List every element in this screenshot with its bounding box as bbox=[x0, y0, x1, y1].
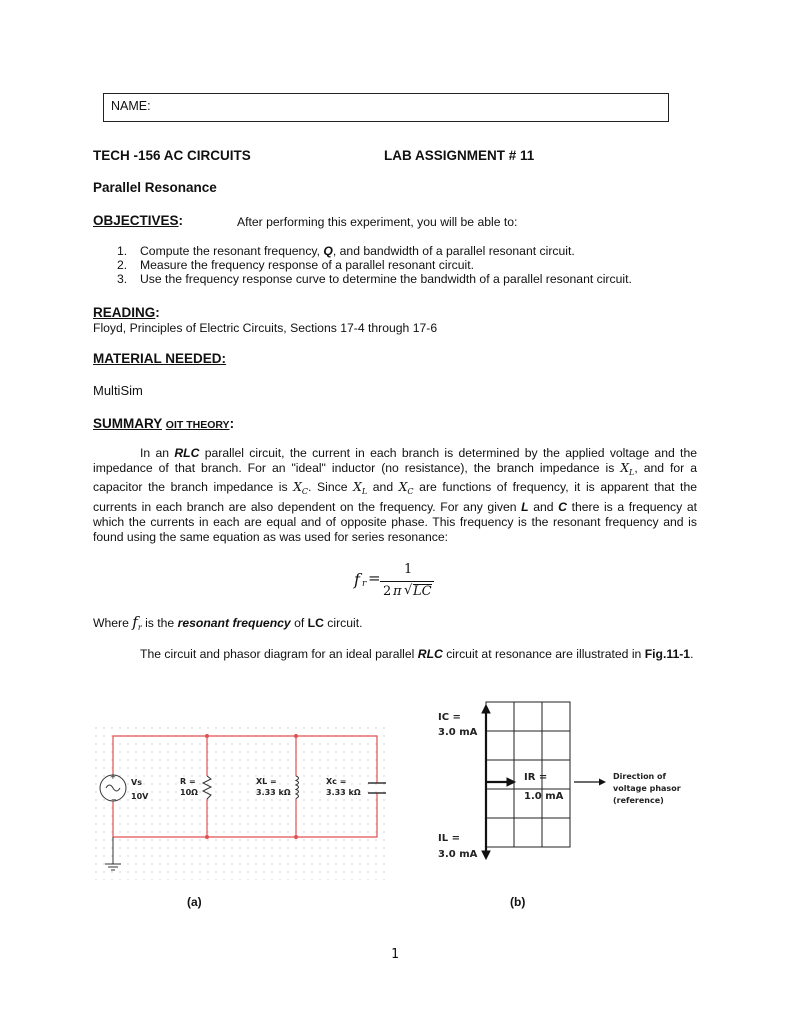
list-item: 2. Measure the frequency response of a parallel resonant circuit. bbox=[117, 258, 474, 272]
r-value: 10Ω bbox=[180, 788, 198, 797]
vs-value: 10V bbox=[131, 792, 149, 801]
grid-background bbox=[94, 726, 386, 880]
name-label: NAME: bbox=[111, 99, 151, 113]
vs-label: Vs bbox=[131, 778, 142, 787]
objectives-list bbox=[117, 244, 717, 286]
material-text: MultiSim bbox=[93, 383, 143, 398]
xl-label: XL = bbox=[256, 777, 277, 786]
circuit-diagram bbox=[94, 726, 386, 880]
il-arrowhead bbox=[482, 851, 490, 859]
page-number: 1 bbox=[391, 947, 399, 962]
ic-label: IC = bbox=[438, 712, 461, 723]
objectives-intro: After performing this experiment, you will be able to: bbox=[237, 215, 518, 229]
svg-text:+: + bbox=[110, 773, 116, 781]
where-line: Where $f_r$ is the resonant frequency of LC circuit. bbox=[93, 613, 363, 632]
material-heading: MATERIAL NEEDED: bbox=[93, 351, 227, 366]
ic-value: 3.0 mA bbox=[438, 727, 478, 738]
list-item: 3. Use the frequency response curve to determine the bandwidth of a parallel resonant circuit. bbox=[117, 272, 632, 286]
il-label: IL = bbox=[438, 833, 460, 844]
r-label: R = bbox=[180, 777, 196, 786]
caption-b: (b) bbox=[510, 895, 526, 909]
reference-arrow-head bbox=[599, 779, 606, 786]
assignment-title: LAB ASSIGNMENT # 11 bbox=[384, 148, 535, 163]
summary-heading: SUMMARY OIT THEORY: bbox=[93, 416, 235, 431]
phasor-diagram bbox=[434, 698, 694, 878]
summary-paragraph: In an RLC parallel circuit, the current in each branch is determined by the applied voltage and the impedance of that branch. For an "ideal" inductor (no resistance), the branch impedance is $X_L$, and for a capacitor the branch impedance is $X_C$. Since $X_L$ and $X_C$ are functions of frequency, it is apparent that the currents in each branch are also dependent on the frequency. For any given L and C there is a frequency at which the currents in each are equal and of opposite phase. This frequency is the resonant frequency and is found using the same equation as was used for series resonance: bbox=[93, 446, 698, 545]
direction-line-2: voltage phasor bbox=[613, 784, 681, 793]
caption-a: (a) bbox=[187, 895, 202, 909]
objectives-heading: OBJECTIVES: bbox=[93, 213, 184, 228]
xc-label: Xc = bbox=[326, 777, 347, 786]
il-value: 3.0 mA bbox=[438, 849, 478, 860]
resonant-frequency-formula: f r = 1 2 π √ LC bbox=[354, 562, 444, 604]
reading-heading: READING: bbox=[93, 305, 160, 320]
xl-value: 3.33 kΩ bbox=[256, 788, 291, 797]
ir-value: 1.0 mA bbox=[524, 791, 564, 802]
figure-paragraph: The circuit and phasor diagram for an ideal parallel RLC circuit at resonance are illustrated in Fig.11-1. bbox=[140, 647, 694, 661]
svg-text:−: − bbox=[111, 796, 117, 804]
ic-arrowhead bbox=[482, 705, 490, 713]
direction-line-3: (reference) bbox=[613, 796, 664, 805]
xc-value: 3.33 kΩ bbox=[326, 788, 361, 797]
course-title: TECH -156 AC CIRCUITS bbox=[93, 148, 251, 163]
name-field[interactable] bbox=[103, 93, 669, 122]
topic-title: Parallel Resonance bbox=[93, 180, 217, 195]
list-item: 1. Compute the resonant frequency, Q, and bandwidth of a parallel resonant circuit. bbox=[117, 244, 575, 258]
direction-line-1: Direction of bbox=[613, 772, 667, 781]
reading-text: Floyd, Principles of Electric Circuits, Sections 17-4 through 17-6 bbox=[93, 321, 438, 335]
ir-label: IR = bbox=[524, 772, 548, 783]
